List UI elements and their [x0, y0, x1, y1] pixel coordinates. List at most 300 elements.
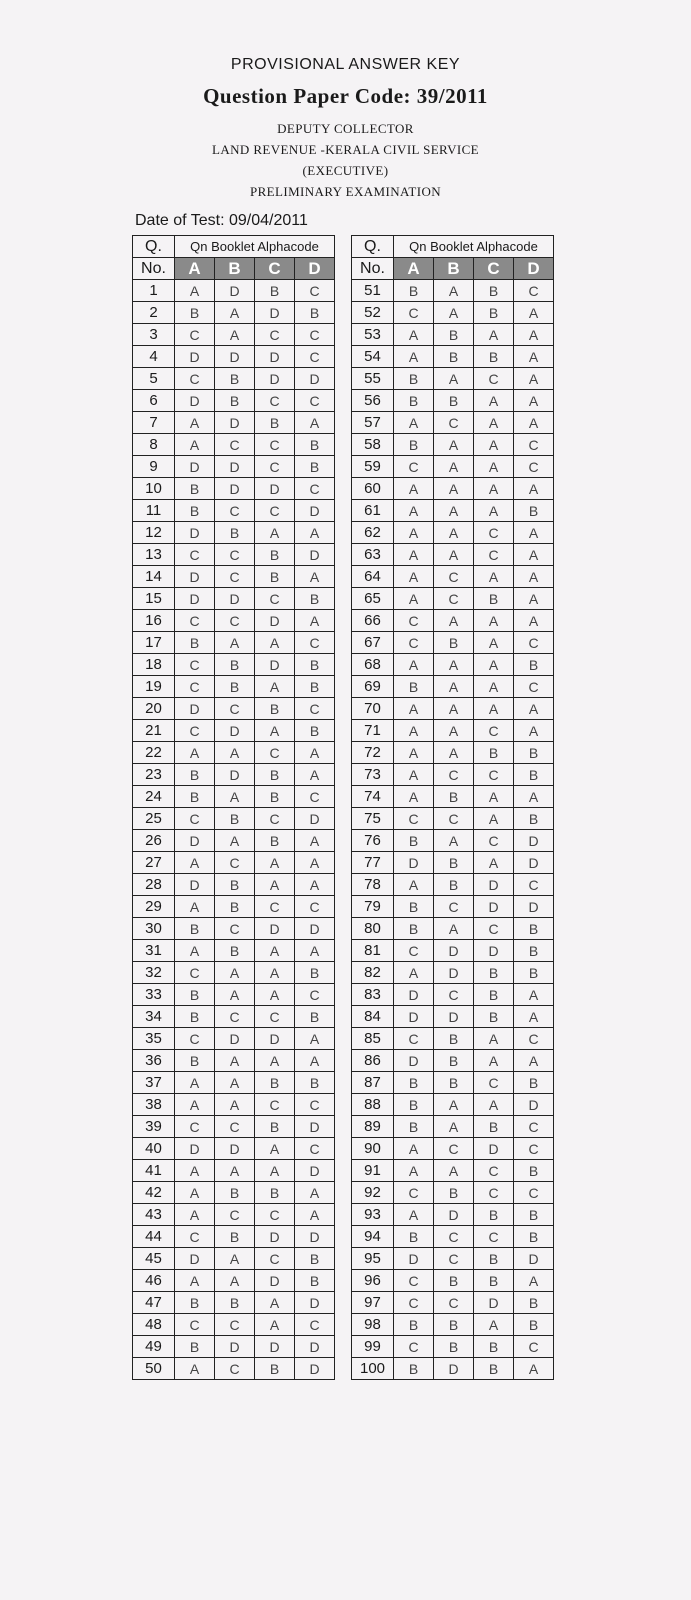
answer-cell: A: [514, 588, 554, 610]
question-number: 68: [352, 654, 394, 676]
answer-cell: B: [255, 1072, 295, 1094]
answer-cell: B: [175, 1006, 215, 1028]
table-row: [133, 676, 335, 698]
table-row: [352, 874, 554, 896]
answer-cell: A: [215, 324, 255, 346]
question-number: 63: [352, 544, 394, 566]
answer-cell: C: [295, 984, 335, 1006]
table-row: [133, 1028, 335, 1050]
table-row: [133, 1248, 335, 1270]
question-number: 64: [352, 566, 394, 588]
answer-cell: B: [474, 1204, 514, 1226]
answer-cell: B: [295, 302, 335, 324]
answer-cell: D: [255, 654, 295, 676]
answer-cell: D: [255, 1270, 295, 1292]
table-row: [352, 720, 554, 742]
answer-table-right: [351, 235, 554, 1380]
answer-cell: A: [514, 412, 554, 434]
answer-cell: D: [175, 456, 215, 478]
answer-cell: A: [434, 456, 474, 478]
answer-cell: B: [215, 522, 255, 544]
answer-cell: A: [215, 632, 255, 654]
table-row: [133, 632, 335, 654]
answer-cell: A: [434, 720, 474, 742]
answer-cell: B: [255, 830, 295, 852]
answer-cell: A: [394, 500, 434, 522]
answer-cell: A: [514, 346, 554, 368]
table-row: [133, 1336, 335, 1358]
answer-cell: B: [175, 918, 215, 940]
header-row-top: [133, 236, 335, 258]
answer-cell: A: [175, 896, 215, 918]
answer-cell: A: [175, 434, 215, 456]
set-header: D: [514, 258, 554, 280]
answer-cell: A: [215, 962, 255, 984]
table-row: [352, 1116, 554, 1138]
question-number: 27: [133, 852, 175, 874]
answer-cell: D: [255, 302, 295, 324]
answer-cell: A: [295, 852, 335, 874]
answer-cell: C: [474, 1160, 514, 1182]
answer-cell: A: [474, 1094, 514, 1116]
answer-cell: A: [215, 984, 255, 1006]
table-row: [352, 852, 554, 874]
answer-cell: A: [394, 588, 434, 610]
answer-cell: A: [215, 830, 255, 852]
question-number: 21: [133, 720, 175, 742]
answer-cell: C: [215, 544, 255, 566]
question-number: 98: [352, 1314, 394, 1336]
answer-cell: D: [474, 1292, 514, 1314]
question-number: 2: [133, 302, 175, 324]
answer-cell: A: [215, 786, 255, 808]
question-number: 9: [133, 456, 175, 478]
answer-cell: C: [175, 962, 215, 984]
answer-cell: A: [255, 1160, 295, 1182]
answer-cell: D: [215, 1336, 255, 1358]
answer-cell: B: [474, 302, 514, 324]
answer-cell: B: [514, 1072, 554, 1094]
table-row: [352, 830, 554, 852]
answer-cell: B: [295, 962, 335, 984]
answer-cell: B: [215, 896, 255, 918]
question-number: 84: [352, 1006, 394, 1028]
answer-cell: A: [394, 764, 434, 786]
answer-cell: B: [514, 1160, 554, 1182]
question-number: 70: [352, 698, 394, 720]
answer-cell: B: [434, 1028, 474, 1050]
table-row: [352, 610, 554, 632]
answer-cell: A: [514, 610, 554, 632]
answer-cell: A: [255, 874, 295, 896]
answer-cell: C: [474, 1182, 514, 1204]
answer-cell: B: [394, 1358, 434, 1380]
answer-cell: C: [474, 522, 514, 544]
question-number: 23: [133, 764, 175, 786]
table-row: [352, 478, 554, 500]
answer-cell: B: [394, 1094, 434, 1116]
question-number: 40: [133, 1138, 175, 1160]
table-row: [133, 742, 335, 764]
question-number: 50: [133, 1358, 175, 1380]
table-row: [352, 1006, 554, 1028]
answer-cell: A: [514, 1050, 554, 1072]
answer-cell: A: [514, 368, 554, 390]
answer-cell: B: [175, 1050, 215, 1072]
table-row: [352, 698, 554, 720]
set-header: C: [255, 258, 295, 280]
answer-cell: B: [175, 1292, 215, 1314]
answer-cell: D: [255, 1028, 295, 1050]
table-row: [352, 654, 554, 676]
answer-cell: A: [175, 1072, 215, 1094]
answer-cell: D: [474, 940, 514, 962]
header-row-top: [352, 236, 554, 258]
question-number: 80: [352, 918, 394, 940]
answer-cell: A: [255, 1138, 295, 1160]
answer-cell: D: [255, 368, 295, 390]
table-row: [352, 434, 554, 456]
answer-cell: C: [295, 1138, 335, 1160]
answer-cell: A: [295, 566, 335, 588]
answer-cell: D: [514, 1094, 554, 1116]
question-number: 60: [352, 478, 394, 500]
answer-cell: C: [394, 1028, 434, 1050]
answer-cell: B: [175, 984, 215, 1006]
question-number: 28: [133, 874, 175, 896]
answer-cell: D: [175, 874, 215, 896]
question-number: 67: [352, 632, 394, 654]
answer-cell: A: [175, 742, 215, 764]
answer-cell: C: [215, 566, 255, 588]
table-row: [352, 588, 554, 610]
question-number: 17: [133, 632, 175, 654]
answer-cell: A: [175, 1160, 215, 1182]
table-row: [352, 1248, 554, 1270]
answer-cell: A: [394, 1204, 434, 1226]
question-number: 77: [352, 852, 394, 874]
table-row: [352, 544, 554, 566]
answer-cell: B: [394, 280, 434, 302]
question-number: 91: [352, 1160, 394, 1182]
answer-cell: A: [434, 654, 474, 676]
set-header: C: [474, 258, 514, 280]
question-number: 44: [133, 1226, 175, 1248]
answer-cell: C: [175, 1314, 215, 1336]
answer-cell: D: [175, 390, 215, 412]
answer-cell: D: [474, 1138, 514, 1160]
answer-cell: C: [514, 1138, 554, 1160]
booklet-alphacode-label: Qn Booklet Alphacode: [175, 236, 335, 258]
question-number: 55: [352, 368, 394, 390]
answer-cell: B: [215, 1226, 255, 1248]
answer-cell: A: [514, 302, 554, 324]
answer-cell: D: [175, 830, 215, 852]
table-row: [352, 1314, 554, 1336]
answer-cell: A: [394, 412, 434, 434]
answer-cell: C: [255, 1006, 295, 1028]
answer-cell: B: [295, 1072, 335, 1094]
question-number: 34: [133, 1006, 175, 1028]
answer-cell: D: [434, 1204, 474, 1226]
question-number: 16: [133, 610, 175, 632]
question-number: 5: [133, 368, 175, 390]
question-number: 73: [352, 764, 394, 786]
table-row: [352, 808, 554, 830]
table-row: [352, 1160, 554, 1182]
table-row: [133, 1182, 335, 1204]
answer-cell: B: [255, 544, 295, 566]
answer-cell: B: [434, 1314, 474, 1336]
answer-cell: D: [394, 1248, 434, 1270]
table-row: [133, 522, 335, 544]
q-label: Q.: [133, 236, 175, 258]
question-number: 45: [133, 1248, 175, 1270]
answer-cell: B: [474, 1336, 514, 1358]
service-type: (EXECUTIVE): [302, 163, 389, 178]
answer-cell: B: [434, 1050, 474, 1072]
table-row: [352, 1050, 554, 1072]
answer-cell: D: [295, 1358, 335, 1380]
answer-cell: B: [474, 1006, 514, 1028]
table-row: [352, 1226, 554, 1248]
answer-cell: A: [394, 544, 434, 566]
answer-cell: A: [215, 1160, 255, 1182]
question-number: 52: [352, 302, 394, 324]
table-row: [352, 346, 554, 368]
answer-cell: A: [434, 676, 474, 698]
table-row: [133, 324, 335, 346]
answer-cell: D: [295, 368, 335, 390]
table-row: [352, 918, 554, 940]
answer-cell: B: [175, 632, 215, 654]
answer-cell: C: [434, 1138, 474, 1160]
answer-cell: C: [394, 1292, 434, 1314]
table-row: [352, 1270, 554, 1292]
table-row: [133, 786, 335, 808]
answer-cell: A: [514, 522, 554, 544]
question-number: 74: [352, 786, 394, 808]
answer-cell: A: [474, 434, 514, 456]
answer-cell: D: [394, 1006, 434, 1028]
question-number: 41: [133, 1160, 175, 1182]
answer-cell: A: [255, 720, 295, 742]
answer-cell: C: [255, 742, 295, 764]
answer-cell: B: [175, 302, 215, 324]
answer-cell: A: [175, 1204, 215, 1226]
table-row: [352, 390, 554, 412]
answer-cell: C: [295, 280, 335, 302]
answer-cell: A: [394, 346, 434, 368]
answer-cell: D: [175, 566, 215, 588]
answer-cell: A: [255, 940, 295, 962]
answer-cell: D: [474, 874, 514, 896]
question-number: 26: [133, 830, 175, 852]
question-number: 62: [352, 522, 394, 544]
answer-cell: A: [215, 1248, 255, 1270]
answer-cell: C: [394, 632, 434, 654]
answer-cell: A: [295, 940, 335, 962]
answer-cell: C: [295, 896, 335, 918]
answer-cell: B: [434, 1336, 474, 1358]
answer-cell: A: [175, 1358, 215, 1380]
table-row: [133, 478, 335, 500]
answer-cell: A: [215, 1094, 255, 1116]
answer-cell: C: [434, 588, 474, 610]
answer-cell: B: [295, 1270, 335, 1292]
answer-cell: A: [295, 1182, 335, 1204]
answer-cell: C: [215, 1116, 255, 1138]
answer-cell: C: [175, 368, 215, 390]
table-row: [133, 698, 335, 720]
answer-cell: A: [474, 456, 514, 478]
table-row: [133, 346, 335, 368]
answer-cell: D: [215, 764, 255, 786]
table-row: [133, 1116, 335, 1138]
answer-cell: C: [255, 390, 295, 412]
table-row: [133, 1094, 335, 1116]
answer-cell: A: [434, 698, 474, 720]
answer-cell: B: [434, 1072, 474, 1094]
answer-cell: C: [295, 632, 335, 654]
answer-cell: D: [295, 1292, 335, 1314]
answer-cell: C: [474, 764, 514, 786]
answer-cell: C: [295, 390, 335, 412]
question-number: 94: [352, 1226, 394, 1248]
answer-cell: B: [215, 676, 255, 698]
question-number: 12: [133, 522, 175, 544]
no-label: No.: [352, 258, 394, 280]
answer-cell: C: [514, 456, 554, 478]
table-row: [133, 412, 335, 434]
answer-cell: D: [394, 852, 434, 874]
answer-cell: B: [215, 940, 255, 962]
answer-cell: A: [434, 1094, 474, 1116]
answer-cell: C: [394, 456, 434, 478]
question-number: 42: [133, 1182, 175, 1204]
answer-cell: A: [474, 610, 514, 632]
answer-cell: D: [255, 1336, 295, 1358]
answer-cell: A: [474, 852, 514, 874]
answer-cell: A: [295, 1028, 335, 1050]
answer-cell: A: [255, 676, 295, 698]
answer-cell: A: [295, 742, 335, 764]
answer-cell: B: [295, 434, 335, 456]
answer-cell: C: [255, 500, 295, 522]
answer-cell: A: [434, 918, 474, 940]
answer-cell: C: [215, 610, 255, 632]
answer-cell: B: [474, 1248, 514, 1270]
answer-cell: C: [215, 852, 255, 874]
table-row: [352, 368, 554, 390]
set-header: B: [215, 258, 255, 280]
answer-cell: A: [434, 500, 474, 522]
question-number: 90: [352, 1138, 394, 1160]
answer-cell: D: [434, 1006, 474, 1028]
answer-cell: B: [215, 1292, 255, 1314]
answer-cell: C: [255, 434, 295, 456]
answer-cell: A: [255, 984, 295, 1006]
answer-cell: D: [514, 896, 554, 918]
answer-cell: C: [394, 1270, 434, 1292]
table-row: [352, 412, 554, 434]
question-number: 24: [133, 786, 175, 808]
question-number: 97: [352, 1292, 394, 1314]
answer-cell: A: [514, 544, 554, 566]
table-row: [133, 654, 335, 676]
answer-cell: D: [215, 1028, 255, 1050]
answer-cell: B: [295, 654, 335, 676]
table-row: [133, 456, 335, 478]
table-row: [133, 280, 335, 302]
answer-cell: C: [474, 1072, 514, 1094]
question-number: 87: [352, 1072, 394, 1094]
table-row: [352, 764, 554, 786]
post-name: DEPUTY COLLECTOR: [277, 121, 414, 136]
question-number: 75: [352, 808, 394, 830]
answer-cell: B: [394, 676, 434, 698]
answer-cell: C: [255, 896, 295, 918]
question-number: 92: [352, 1182, 394, 1204]
answer-cell: A: [255, 522, 295, 544]
answer-cell: B: [434, 324, 474, 346]
table-row: [133, 1138, 335, 1160]
answer-cell: C: [394, 302, 434, 324]
table-row: [133, 610, 335, 632]
answer-cell: A: [434, 1160, 474, 1182]
table-row: [133, 302, 335, 324]
header-row-sets: [352, 258, 554, 280]
answer-cell: D: [295, 1336, 335, 1358]
answer-cell: A: [394, 1160, 434, 1182]
question-number: 14: [133, 566, 175, 588]
question-number: 43: [133, 1204, 175, 1226]
answer-cell: B: [394, 830, 434, 852]
question-number: 88: [352, 1094, 394, 1116]
question-number: 32: [133, 962, 175, 984]
answer-cell: A: [394, 522, 434, 544]
answer-cell: A: [295, 764, 335, 786]
answer-cell: C: [394, 1336, 434, 1358]
answer-cell: A: [514, 478, 554, 500]
table-row: [133, 390, 335, 412]
answer-cell: C: [175, 720, 215, 742]
answer-cell: D: [255, 478, 295, 500]
answer-cell: C: [175, 1226, 215, 1248]
answer-cell: A: [175, 1094, 215, 1116]
table-row: [352, 676, 554, 698]
answer-cell: A: [514, 324, 554, 346]
answer-cell: B: [434, 346, 474, 368]
answer-cell: A: [434, 830, 474, 852]
answer-cell: A: [394, 962, 434, 984]
answer-cell: C: [474, 544, 514, 566]
question-number: 11: [133, 500, 175, 522]
answer-cell: A: [474, 566, 514, 588]
answer-cell: A: [295, 1050, 335, 1072]
question-number: 37: [133, 1072, 175, 1094]
answer-cell: B: [255, 698, 295, 720]
answer-cell: D: [215, 456, 255, 478]
answer-cell: D: [215, 720, 255, 742]
answer-cell: C: [175, 610, 215, 632]
answer-cell: A: [255, 1314, 295, 1336]
question-number: 33: [133, 984, 175, 1006]
answer-cell: D: [215, 280, 255, 302]
question-number: 56: [352, 390, 394, 412]
answer-cell: A: [474, 478, 514, 500]
answer-cell: C: [474, 720, 514, 742]
